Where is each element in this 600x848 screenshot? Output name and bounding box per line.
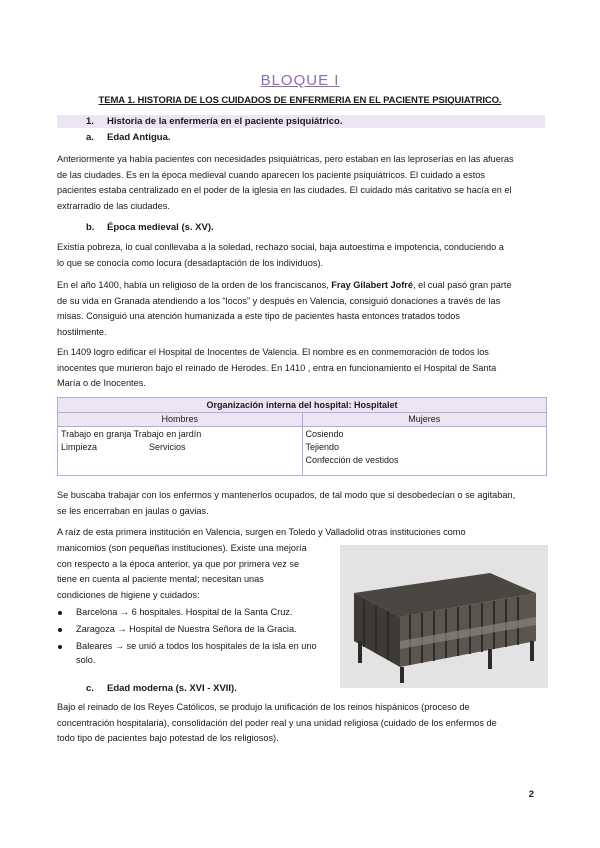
table-body-row [58,427,546,475]
cage-bed-photo [340,545,548,688]
table-line: Limpieza Servicios [61,442,186,452]
text-line: tiene en cuenta al paciente mental; necesitan unas [57,574,264,584]
paragraph-pobreza [57,240,545,271]
table-line: Cosiendo [305,429,344,439]
text-line: pacientes estaba centralizado en el poder de la iglesia en las ciudades. El cuidado más caritativo se hacía en el [57,185,512,195]
text-line: se les encerraban en jaulas o gavias. [57,505,209,516]
person-name: Fray Gilabert Jofré [331,280,413,290]
text-line: Anteriormente ya había pacientes con necesidades psiquiátricas, pero estaban en las leproserías en las afueras [57,154,514,164]
text-line: A raíz de esta primera institución en Valencia, surgen en Toledo y Valladolid otras instituciones como [57,527,466,537]
table-line: Trabajo en granja Trabajo en jardín [61,429,202,439]
tema-title: TEMA 1. HISTORIA DE LOS CUIDADOS DE ENFERMERIA EN EL PACIENTE PSIQUIATRICO. [98,95,502,106]
paragraph-raiz-line1 [57,525,545,541]
bullet-dot [58,628,62,632]
bloque-title: BLOQUE I [260,72,340,89]
sub-b-number: b. [86,222,95,233]
text-line: todo tipo de pacientes bajo potestad de los religiosos). [57,733,279,743]
hospital-organization-table [57,397,547,476]
paragraph-hospital-inocentes [57,345,545,392]
document-page: BLOQUE I TEMA 1. HISTORIA DE LOS CUIDADOS DE ENFERMERIA EN EL PACIENTE PSIQUIATRICO. 1. Historia de la enfermería en el paciente psiquiátrico. a. Edad Antigua. Anteriormente ya había pacientes con necesidades psiquiátricas, pero estaban en las leproserías en las afueras de las ciudades. Es en la época medieval cuando aparecen los paciente psiquiátricos. El cuidado a estos pacientes estaba centralizado en el poder de la iglesia en las ciudades. El cuidado más caritativo se hacía en el extrarradio de las ciudades. b. Época medieval (s. XV). Existía pobreza, lo cual conllevaba a la soledad, rechazo social, baja autoestima e impotencia, conduciendo a lo que se conocía como locura (desadaptación de los individuos). En el año 1400, había un religioso de la orden de los franciscanos, Fray Gilabert Jofré, el cual pasó gran parte de su vida en Granada atendiendo a los “locos” y después en Valencia, consiguió donaciones a través de las misas. Consiguió una atención humanizada a este tipo de pacientes hasta entonces tratados todos hostilmente. En 1409 logro edificar el Hospital de Inocentes de Valencia. El nombre es en conmemoración de todos los inocentes que murieron bajo el reinado de Herodes. En 1410 , entra en funcionamiento el Hospital de Santa María o de Inocentes. Organización interna del hospital: Hospitalet Hombres Mujeres Trabajo en granja Trabajo en jardín Limpieza Servicios Cosiendo Tejiendo Confección de vestidos Se buscaba trabajar con los enfermos y mantenerlos ocupados, de tal modo que si desobedecían o se agitaban, se les encerraban en jaulas o gavias. A raíz de esta primera institución en Valencia, surgen en Toledo y Valladolid otras instituciones como manicomios (son pequeñas instituciones). Existe una mejoría con respecto a la época anterior, ya que por primera vez se tiene en cuenta al paciente mental; necesitan unas condiciones de higiene y cuidados: Barcelona → 6 hospitales. Hospital de la Santa Cruz. Zaragoza → Hospital de Nuestra Señora de la Gracia. Baleares → se unió a todos los hospitales de la isla en uno solo. c. Edad moderna (s. XVI - XVII). Bajo el reinado de los Reyes Católicos, se produjo la unificación de los reinos hispánicos (proceso de concentración hospitalaria), consolidación del poder real y una unidad religiosa (cuidado de los enfermos de todo tipo de pacientes bajo potestad de los religiosos). 2 [0,0,600,848]
text-line: condiciones de higiene y cuidados: [57,589,200,600]
text-line: hostilmente. [57,326,107,337]
page-number: 2 [528,789,534,800]
paragraph-edad-moderna [57,700,545,747]
text-line: de su vida en Granada atendiendo a los “locos” y después en Valencia, consiguió donaciones a través de las [57,295,501,306]
text-line: manicomios (son pequeñas instituciones). Existe una mejoría [57,543,307,553]
text-line: En el año 1400, había un religioso de la orden de los franciscanos, Fray Gilabert Jofré, el cual pasó gran parte [57,280,512,290]
text-line: concentración hospitalaria), consolidación del poder real y una unidad religiosa (cuidado de los enfermos de [57,717,497,728]
paragraph-raiz-wrapped [57,541,333,603]
table-header-row [58,413,546,427]
table-title: Organización interna del hospital: Hospitalet [58,398,546,413]
text-line: Existía pobreza, lo cual conllevaba a la soledad, rechazo social, baja autoestima e impotencia, conduciendo a [57,242,504,252]
bullet-dot [58,645,62,649]
text-line: Se buscaba trabajar con los enfermos y mantenerlos ocupados, de tal modo que si desobedecían o se agitaban, [57,490,516,500]
table-line: Tejiendo [305,442,340,452]
text-line: En 1409 logro edificar el Hospital de Inocentes de Valencia. El nombre es en conmemoración de todos los [57,347,489,357]
men-cell [58,427,303,475]
table-line: Confección de vestidos [305,455,399,465]
text-line: extrarradio de las ciudades. [57,200,170,211]
sub-c-number: c. [86,683,94,694]
text-line: María o de Inocentes. [57,378,146,388]
sub-c-title: Edad moderna (s. XVI - XVII). [107,683,237,694]
text-line: misas. Consiguió una atención humanizada a este tipo de pacientes hasta entonces tratados todos [57,311,460,321]
text-line: inocentes que murieron bajo el reinado de Herodes. En 1410 , entra en funcionamiento el Hospital de Santa [57,362,497,373]
sub-a-title: Edad Antigua. [107,132,171,143]
text-line: Bajo el reinado de los Reyes Católicos, se produjo la unificación de los reinos hispánicos (proceso de [57,702,470,712]
column-header-women: Mujeres [303,413,547,427]
text-line: de las ciudades. Es en la época medieval cuando aparecen los paciente psiquiátricos. El cuidado a estos [57,169,485,180]
list-item-continuation: solo. [76,655,96,665]
paragraph-jaulas [57,488,545,519]
paragraph-edad-antigua [57,152,545,214]
section-1-title: Historia de la enfermería en el paciente psiquiátrico. [107,116,343,127]
sub-b-title: Época medieval (s. XV). [107,222,214,233]
text-line: con respecto a la época anterior, ya que por primera vez se [57,558,300,569]
text-line: lo que se conocía como locura (desadaptación de los individuos). [57,257,324,268]
column-header-men: Hombres [58,413,303,427]
women-cell [303,427,547,475]
paragraph-gilabert [57,278,545,340]
section-1-number: 1. [86,116,94,127]
bullet-dot [58,611,62,615]
sub-a-number: a. [86,132,94,143]
